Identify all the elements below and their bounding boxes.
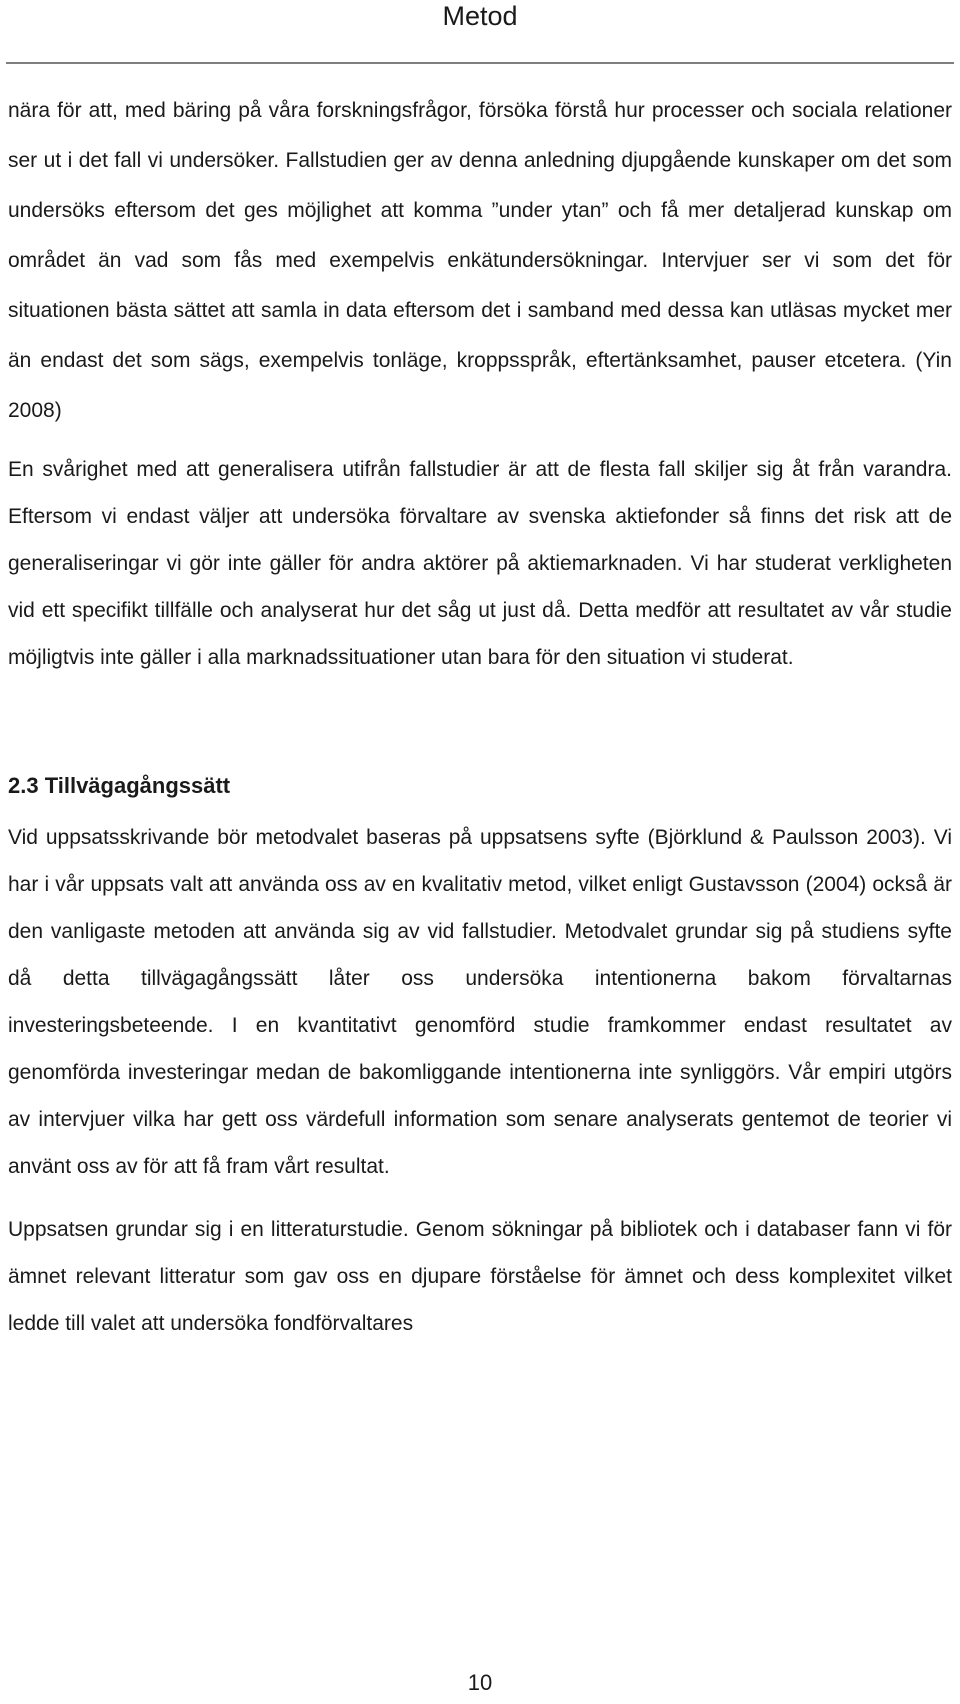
document-body: [8, 86, 952, 1347]
section-heading: 2.3 Tillvägagångssätt: [8, 773, 231, 798]
header-title: Metod: [442, 1, 518, 31]
section-paragraph-2: Uppsatsen grundar sig i en litteraturstudie. Genom sökningar på bibliotek och i databaser fann vi för ämnet relevant litteratur som gav oss en djupare förståelse för ämnet och dess komplexitet vilket ledde till valet att undersöka fondförvaltares: [8, 1218, 952, 1335]
header-divider: [6, 62, 954, 64]
page-header: [0, 0, 960, 32]
page-number: 10: [467, 1670, 493, 1695]
section-paragraph-1: Vid uppsatsskrivande bör metodvalet baseras på uppsatsens syfte (Björklund & Paulsson 2003). Vi har i vår uppsats valt att använda oss av en kvalitativ metod, vilket enligt Gustavsson (2004) också är den vanligaste metoden att använda sig av vid fallstudier. Metodvalet grundar sig på studiens syfte då detta tillvägagångssätt låter oss undersöka intentionerna bakom förvaltarnas investeringsbeteende. I en kvantitativt genomförd studie framkommer endast resultatet av genomförda investeringar medan de bakomliggande intentionerna inte synliggörs. Vår empiri utgörs av intervjuer vilka har gett oss värdefull information som senare analyserats gentemot de teorier vi använt oss av för att få fram vårt resultat.: [8, 826, 952, 1178]
body-paragraph-2: En svårighet med att generalisera utifrån fallstudier är att de flesta fall skiljer sig åt från varandra. Eftersom vi endast väljer att undersöka förvaltare av svenska aktiefonder så finns det risk att de generaliseringar vi gör inte gäller för andra aktörer på aktiemarknaden. Vi har studerat verkligheten vid ett specifikt tillfälle och analyserat hur det såg ut just då. Detta medför att resultatet av vår studie möjligtvis inte gäller i alla marknadssituationer utan bara för den situation vi studerat.: [8, 458, 952, 669]
body-paragraph-1: nära för att, med bäring på våra forskningsfrågor, försöka förstå hur processer och sociala relationer ser ut i det fall vi undersöker. Fallstudien ger av denna anledning djupgående kunskaper om det som undersöks eftersom det ges möjlighet att komma ”under ytan” och få mer detaljerad kunskap om området än vad som fås med exempelvis enkätundersökningar. Intervjuer ser vi som det för situationen bästa sättet att samla in data eftersom det i samband med dessa kan utläsas mycket mer än endast det som sägs, exempelvis tonläge, kroppsspråk, eftertänksamhet, pauser etcetera. (Yin 2008): [8, 99, 952, 422]
